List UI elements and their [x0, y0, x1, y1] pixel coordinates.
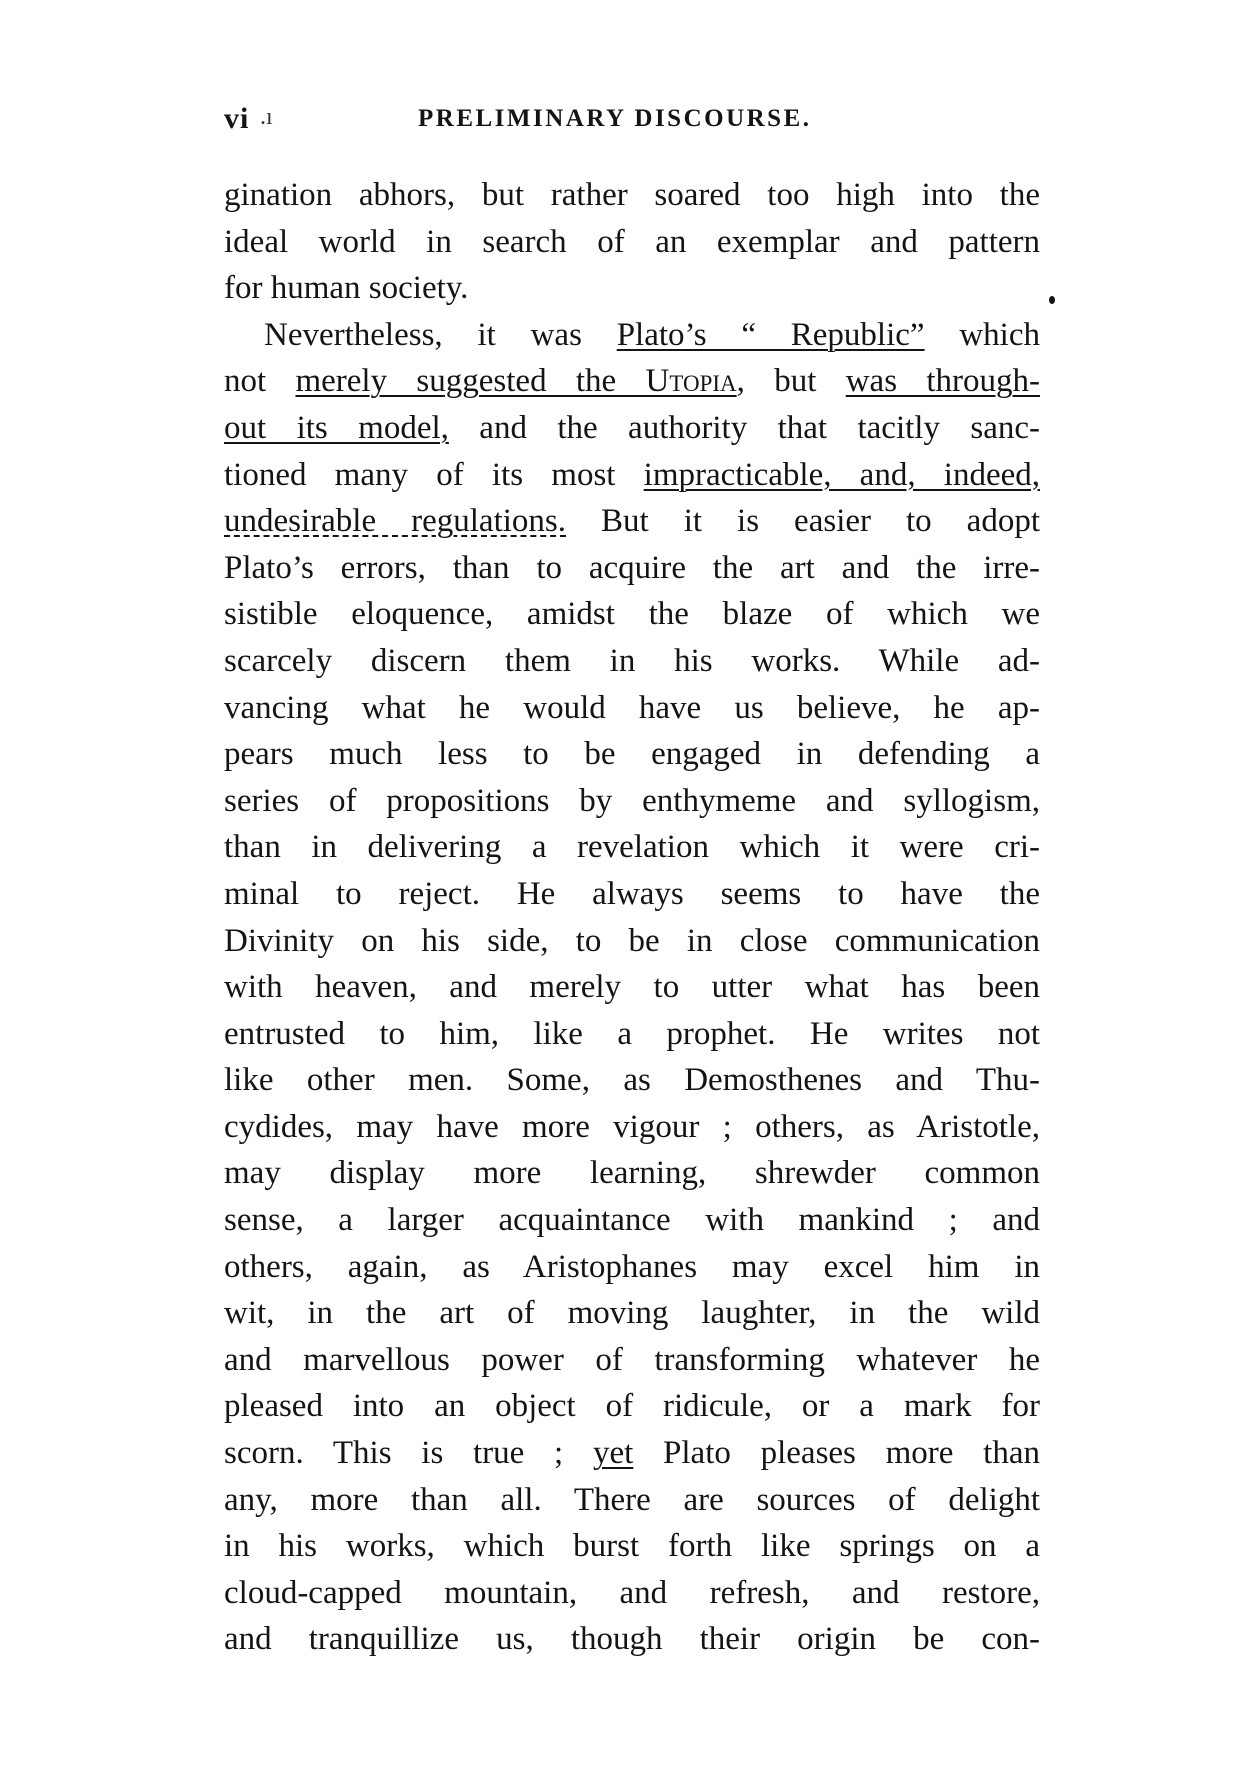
text-line: pears much less to be engaged in defending a — [224, 736, 1040, 773]
text-line: wit, in the art of moving laughter, in the wild — [224, 1295, 1040, 1332]
text-run: , but — [736, 363, 846, 400]
text-run: But it is easier to adopt — [566, 503, 1040, 540]
page-number-mark: .ı — [260, 104, 273, 130]
text-line: than in delivering a revelation which it were cri- — [224, 829, 1040, 866]
text-line — [224, 1430, 1040, 1477]
small-caps-word: Utopia — [645, 363, 737, 400]
text-run: merely suggested the — [295, 363, 646, 400]
text-line: and marvellous power of transforming whatever he — [224, 1341, 1040, 1378]
text-line: series of propositions by enthymeme and syllogism, — [224, 782, 1040, 819]
underlined-phrase: was through- — [845, 363, 1041, 400]
text-line — [224, 358, 1040, 405]
text-line: gination abhors, but rather soared too high into the — [224, 177, 1040, 213]
text-run: not — [224, 363, 296, 400]
text-line: with heaven, and merely to utter what has been — [224, 969, 1040, 1006]
page-number: vi — [224, 102, 250, 135]
text-line: sense, a larger acquaintance with mankind ; and — [224, 1202, 1040, 1239]
text-line: and tranquillize us, though their origin be con- — [224, 1621, 1040, 1658]
text-run: which — [924, 316, 1040, 353]
text-line — [224, 405, 1040, 452]
underlined-phrase: out its model, — [224, 409, 449, 446]
underlined-phrase: undesirable regulations. — [224, 503, 566, 540]
text-line: Divinity on his side, to be in close communication — [224, 922, 1040, 959]
text-run: scorn. This is true ; — [224, 1435, 593, 1472]
paragraph-first-line — [224, 312, 1040, 359]
text-line: cloud-capped mountain, and refresh, and restore, — [224, 1574, 1040, 1611]
text-line: may display more learning, shrewder common — [224, 1155, 1040, 1192]
text-run: Plato pleases more than — [633, 1435, 1040, 1472]
running-head-title: PRELIMINARY DISCOURSE. — [418, 105, 812, 132]
text-run: Nevertheless, it was — [264, 316, 617, 353]
text-line — [224, 498, 1040, 545]
text-line: ideal world in search of an exemplar and pattern — [224, 223, 1040, 260]
text-line: in his works, which burst forth like springs on a — [224, 1528, 1040, 1565]
text-line: vancing what he would have us believe, he ap- — [224, 689, 1040, 726]
text-line: minal to reject. He always seems to have the — [224, 875, 1040, 912]
text-run: and the authority that tacitly sanc- — [448, 409, 1040, 446]
text-line: any, more than all. There are sources of delight — [224, 1481, 1040, 1518]
underlined-phrase: Plato’s “ Republic” — [616, 316, 925, 353]
underlined-phrase: yet — [592, 1435, 634, 1472]
ink-mark — [1049, 296, 1055, 304]
text-line: like other men. Some, as Demosthenes and Thu- — [224, 1062, 1040, 1099]
running-head — [224, 102, 1040, 142]
text-line: scarcely discern them in his works. While ad- — [224, 642, 1040, 679]
text-line — [224, 452, 1040, 499]
text-line: sistible eloquence, amidst the blaze of which we — [224, 596, 1040, 633]
text-line: entrusted to him, like a prophet. He writes not — [224, 1015, 1040, 1052]
text-line: cydides, may have more vigour ; others, as Aristotle, — [224, 1108, 1040, 1145]
text-line: Plato’s errors, than to acquire the art and the irre- — [224, 549, 1040, 586]
underlined-phrase: impracticable, and, indeed, — [643, 456, 1040, 493]
underlined-phrase — [295, 363, 736, 399]
text-line: others, again, as Aristophanes may excel him in — [224, 1248, 1040, 1285]
text-line: for human society. — [224, 270, 469, 307]
body-text — [224, 172, 1040, 1663]
text-line: pleased into an object of ridicule, or a mark for — [224, 1388, 1040, 1425]
text-run: tioned many of its most — [224, 456, 644, 493]
